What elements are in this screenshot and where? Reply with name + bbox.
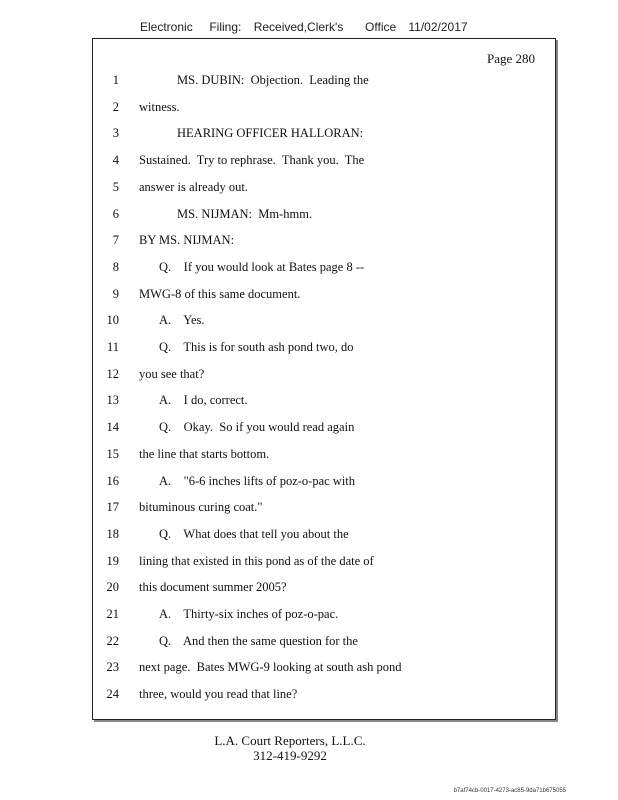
line-text: HEARING OFFICER HALLORAN: bbox=[177, 126, 364, 141]
filing-office: Office bbox=[365, 20, 397, 34]
line-number: 12 bbox=[106, 366, 119, 381]
document-id: b7af74cb-0017-4273-ac85-9da71b675055 bbox=[453, 788, 566, 794]
line-number: 8 bbox=[112, 259, 119, 274]
line-number: 17 bbox=[106, 500, 119, 515]
transcript-page bbox=[92, 38, 556, 720]
transcript-line bbox=[93, 150, 533, 170]
line-number: 22 bbox=[106, 633, 119, 648]
transcript-line bbox=[93, 444, 533, 464]
line-number: 1 bbox=[112, 73, 119, 87]
transcript-line bbox=[93, 97, 533, 117]
line-number: 7 bbox=[112, 233, 119, 248]
transcript-line bbox=[93, 70, 533, 90]
transcript-line bbox=[93, 631, 533, 651]
line-text: Q. Okay. So if you would read again bbox=[159, 420, 355, 435]
line-text: MWG-8 of this same document. bbox=[139, 286, 301, 301]
line-number: 16 bbox=[106, 473, 119, 488]
transcript-line bbox=[93, 364, 533, 384]
line-number: 5 bbox=[112, 179, 119, 194]
line-number: 3 bbox=[112, 126, 119, 141]
line-text: three, would you read that line? bbox=[139, 687, 298, 702]
line-number: 19 bbox=[106, 553, 119, 568]
transcript-line bbox=[93, 551, 533, 571]
electronic-filing-header bbox=[140, 20, 480, 34]
line-text: A. I do, correct. bbox=[159, 393, 248, 408]
filing-received: Received,Clerk's bbox=[253, 20, 344, 34]
line-text: Q. If you would look at Bates page 8 -- bbox=[159, 259, 365, 274]
transcript-line bbox=[93, 123, 533, 143]
transcript-line bbox=[93, 471, 533, 491]
filing-electronic: Electronic bbox=[140, 20, 193, 34]
line-text: Q. What does that tell you about the bbox=[159, 526, 349, 541]
line-text: A. Thirty-six inches of poz-o-pac. bbox=[159, 607, 339, 621]
line-text: bituminous curing coat." bbox=[139, 500, 263, 515]
line-number: 15 bbox=[106, 446, 119, 461]
transcript-line bbox=[93, 497, 533, 517]
transcript-line bbox=[93, 177, 533, 197]
filing-label: Filing: bbox=[209, 20, 242, 34]
transcript-line bbox=[93, 417, 533, 437]
transcript-line bbox=[93, 310, 533, 330]
footer bbox=[0, 733, 580, 763]
line-number: 13 bbox=[106, 393, 119, 408]
transcript-line bbox=[93, 577, 533, 597]
line-text: Sustained. Try to rephrase. Thank you. The bbox=[139, 153, 365, 168]
line-number: 10 bbox=[106, 313, 119, 328]
filing-date: 11/02/2017 bbox=[408, 20, 468, 34]
line-number: 23 bbox=[106, 660, 119, 675]
line-number: 21 bbox=[106, 607, 119, 621]
line-text: MS. DUBIN: Objection. Leading the bbox=[177, 73, 369, 87]
line-text: lining that existed in this pond as of the date of bbox=[139, 553, 374, 568]
reporter-company: L.A. Court Reporters, L.L.C. bbox=[214, 733, 366, 748]
line-text: A. Yes. bbox=[159, 313, 205, 328]
line-text: answer is already out. bbox=[139, 179, 248, 194]
transcript-line bbox=[93, 657, 533, 677]
line-text: BY MS. NIJMAN: bbox=[139, 233, 235, 248]
transcript-line bbox=[93, 337, 533, 357]
line-number: 6 bbox=[112, 206, 119, 221]
line-number: 4 bbox=[112, 153, 119, 168]
line-number: 11 bbox=[106, 340, 119, 354]
line-number: 20 bbox=[106, 580, 119, 595]
transcript-line bbox=[93, 684, 533, 704]
line-number: 24 bbox=[106, 687, 119, 702]
line-text: MS. NIJMAN: Mm-hmm. bbox=[177, 206, 313, 221]
line-text: next page. Bates MWG-9 looking at south ash pond bbox=[139, 660, 402, 675]
line-text: you see that? bbox=[139, 366, 205, 381]
transcript-line bbox=[93, 390, 533, 410]
line-text: this document summer 2005? bbox=[139, 580, 287, 595]
line-text: A. "6-6 inches lifts of poz-o-pac with bbox=[159, 473, 356, 488]
line-number: 18 bbox=[106, 526, 119, 541]
line-text: Q. This is for south ash pond two, do bbox=[159, 340, 354, 354]
transcript-line bbox=[93, 257, 533, 277]
transcript-line bbox=[93, 230, 533, 250]
reporter-phone: 312-419-9292 bbox=[253, 748, 327, 763]
transcript-line bbox=[93, 204, 533, 224]
transcript-line bbox=[93, 604, 533, 624]
transcript-line bbox=[93, 524, 533, 544]
line-text: witness. bbox=[139, 99, 180, 114]
page-number: Page 280 bbox=[486, 51, 535, 66]
line-text: the line that starts bottom. bbox=[139, 446, 270, 461]
line-number: 9 bbox=[112, 286, 119, 301]
line-text: Q. And then the same question for the bbox=[159, 633, 358, 648]
transcript-line bbox=[93, 284, 533, 304]
line-number: 2 bbox=[112, 99, 119, 114]
line-number: 14 bbox=[106, 420, 119, 435]
